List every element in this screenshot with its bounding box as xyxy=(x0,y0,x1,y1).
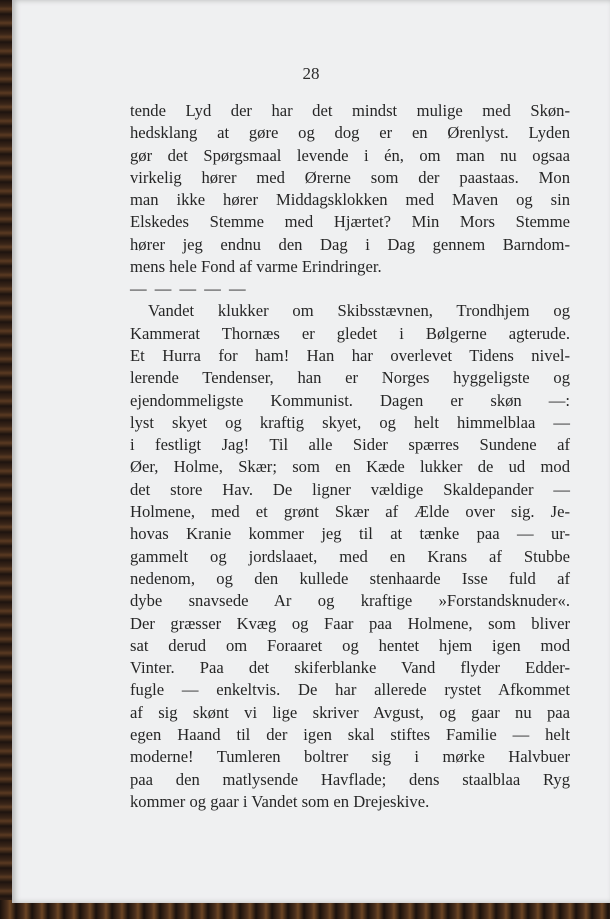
text-line: i festligt Jag! Til alle Sider spærres Sundene af xyxy=(130,435,570,455)
text-line: ejendommeligste Kommunist. Dagen er skøn —: xyxy=(130,390,570,410)
text-line: gammelt og jordslaaet, med en Krans af Stubbe xyxy=(130,546,570,566)
text-line: Øer, Holme, Skær; som en Kæde lukker de ud mod xyxy=(130,457,570,477)
text-line: hedsklang at gøre og dog er en Ørenlyst. Lyden xyxy=(130,123,570,143)
text-line: virkelig hører med Ørerne som der paastaas. Mon xyxy=(130,167,570,187)
text-line: moderne! Tumleren boltrer sig i mørke Halvbuer xyxy=(130,747,570,767)
section-separator: — — — — — xyxy=(130,279,248,299)
text-line: hovas Kranie kommer jeg til at tænke paa — ur- xyxy=(130,524,570,544)
text-line: det store Hav. De ligner vældige Skaldepander — xyxy=(130,479,570,499)
paragraph-1 xyxy=(130,100,570,278)
page-number: 28 xyxy=(302,64,320,83)
text-line: lerende Tendenser, han er Norges hyggeligste og xyxy=(130,368,570,388)
text-line: tende Lyd der har det mindst mulige med Skøn- xyxy=(130,101,570,120)
text-line: hører jeg endnu den Dag i Dag gennem Barndom- xyxy=(130,234,570,254)
text-line: sat derud om Foraaret og hentet hjem igen mod xyxy=(130,635,570,655)
book-page xyxy=(12,0,610,903)
text-line: Elskedes Stemme med Hjærtet? Min Mors Stemme xyxy=(130,212,570,232)
paragraph-2 xyxy=(130,300,570,813)
text-line: Vinter. Paa det skiferblanke Vand flyder Edder- xyxy=(130,658,570,678)
text-line: dybe snavsede Ar og kraftige »Forstandsknuder«. xyxy=(130,591,570,611)
text-line: lyst skyet og kraftig skyet, og helt himmelblaa — xyxy=(130,412,570,432)
body-text xyxy=(130,100,570,813)
text-line: fugle — enkeltvis. De har allerede rystet Afkommet xyxy=(130,680,570,700)
text-line: Kammerat Thornæs er gledet i Bølgerne agterude. xyxy=(130,323,570,343)
text-line: kommer og gaar i Vandet som en Drejeskive. xyxy=(130,791,430,811)
text-line: gør det Spørgsmaal levende i én, om man nu ogsaa xyxy=(130,145,570,165)
text-line: mens hele Fond af varme Erindringer. xyxy=(130,257,382,277)
text-line: egen Haand til der igen skal stiftes Familie — helt xyxy=(130,725,570,745)
text-line: Der græsser Kvæg og Faar paa Holmene, som bliver xyxy=(130,613,570,633)
text-line: paa den matlysende Havflade; dens staalblaa Ryg xyxy=(130,769,570,789)
text-line: Holmene, med et grønt Skær af Ælde over sig. Je- xyxy=(130,502,570,522)
text-line: Et Hurra for ham! Han har overlevet Tidens nivel- xyxy=(130,345,570,365)
text-line: man ikke hører Middagsklokken med Maven og sin xyxy=(130,190,570,210)
text-line: nedenom, og den kullede stenhaarde Isse fuld af xyxy=(130,568,570,588)
text-line: Vandet klukker om Skibsstævnen, Trondhjem og xyxy=(148,301,570,321)
text-line: af sig skønt vi lige skriver Avgust, og gaar nu paa xyxy=(130,702,570,722)
